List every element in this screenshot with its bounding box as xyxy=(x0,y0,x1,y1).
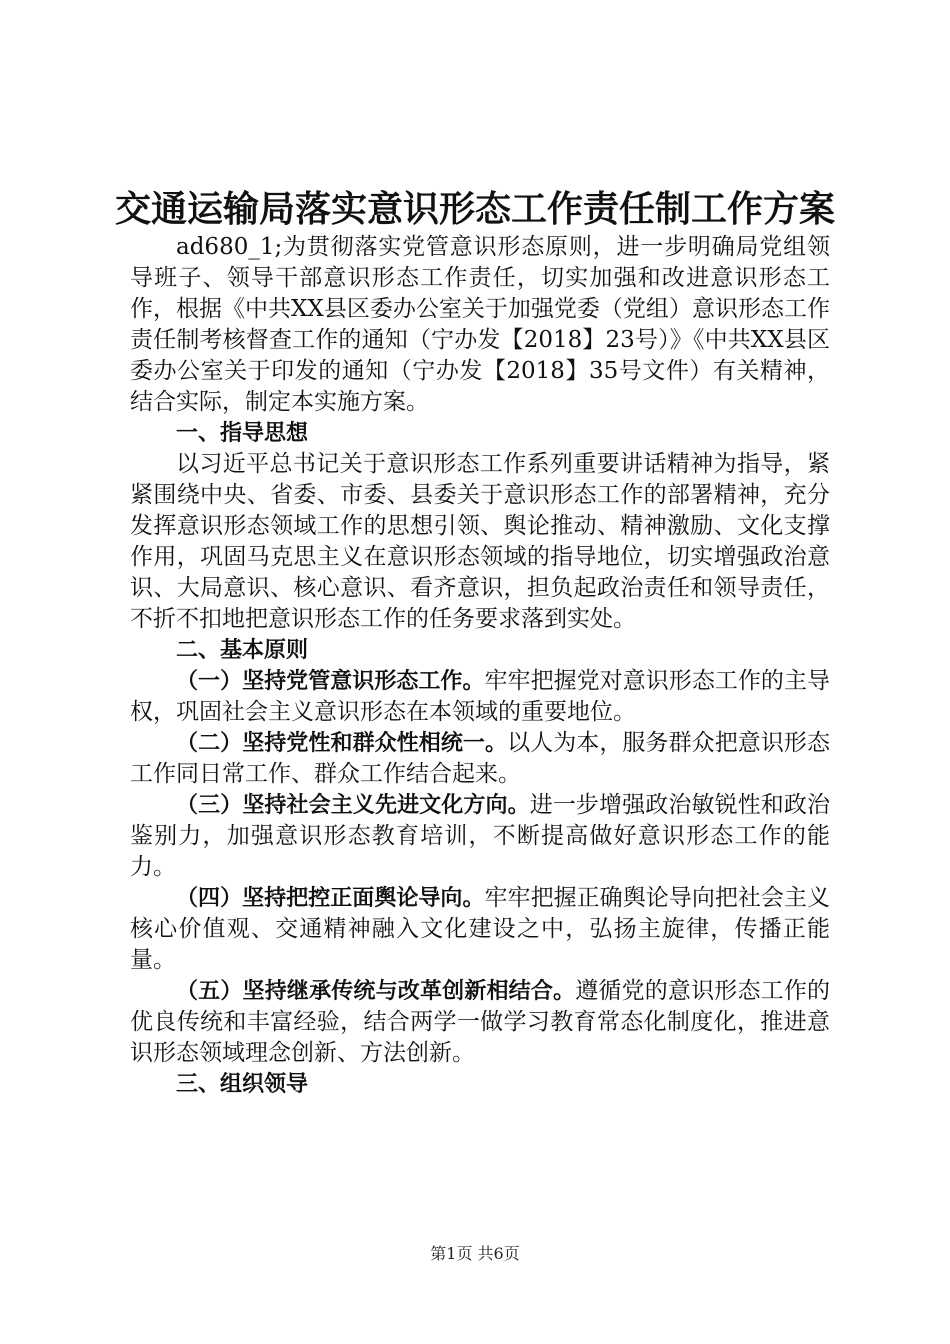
section-heading-organization: 三、组织领导 xyxy=(176,1072,309,1097)
principle-lead-2: （二）坚持党性和群众性相统一。 xyxy=(176,731,508,756)
principle-lead-5: （五）坚持继承传统与改革创新相结合。 xyxy=(176,979,576,1004)
principle-paragraph-4 xyxy=(130,883,830,976)
principle-lead-1: （一）坚持党管意识形态工作。 xyxy=(176,669,485,694)
principle-paragraph-2 xyxy=(130,728,830,790)
document-title: 交通运输局落实意识形态工作责任制工作方案 xyxy=(114,189,835,230)
principle-text-5: 遵循党的意识形态工作的优良传统和丰富经验，结合两学一做学习教育常态化制度化，推进意识形态领域理念创新、方法创新。 xyxy=(130,978,830,1066)
guiding-ideology-paragraph: 以习近平总书记关于意识形态工作系列重要讲话精神为指导，紧紧围绕中央、省委、市委、县委关于意识形态工作的部署精神，充分发挥意识形态领域工作的思想引领、舆论推动、精神激励、文化支撑作用，巩固马克思主义在意识形态领域的指导地位，切实增强政治意识、大局意识、核心意识、看齐意识，担负起政治责任和领导责任，不折不扣地把意识形态工作的任务要求落到实处。 xyxy=(130,451,830,632)
page-number-footer: 第1页 共6页 xyxy=(430,1244,520,1263)
document-body xyxy=(130,232,830,1100)
principle-paragraph-1 xyxy=(130,666,830,728)
principle-text-1: 牢牢把握党对意识形态工作的主导权，巩固社会主义意识形态在本领域的重要地位。 xyxy=(130,668,830,725)
section-heading-basic-principles: 二、基本原则 xyxy=(176,638,309,663)
principle-text-4: 牢牢把握正确舆论导向把社会主义核心价值观、交通精神融入文化建设之中，弘扬主旋律，传播正能量。 xyxy=(130,885,830,973)
principle-text-2: 以人为本，服务群众把意识形态工作同日常工作、群众工作结合起来。 xyxy=(130,730,830,787)
principle-lead-3: （三）坚持社会主义先进文化方向。 xyxy=(176,793,530,818)
principle-paragraph-3 xyxy=(130,790,830,883)
principle-paragraph-5 xyxy=(130,976,830,1069)
section-heading-guiding-ideology: 一、指导思想 xyxy=(176,421,309,446)
principle-text-3: 进一步增强政治敏锐性和政治鉴别力，加强意识形态教育培训，不断提高做好意识形态工作的能力。 xyxy=(130,792,830,880)
intro-paragraph: ad680_1;为贯彻落实党管意识形态原则，进一步明确局党组领导班子、领导干部意识形态工作责任，切实加强和改进意识形态工作，根据《中共XX县区委办公室关于加强党委（党组）意识形态工作责任制考核督查工作的通知（宁办发【2018】23号）》《中共XX县区委办公室关于印发的通知（宁办发【2018】35号文件）有关精神，结合实际，制定本实施方案。 xyxy=(130,234,830,415)
principle-lead-4: （四）坚持把控正面舆论导向。 xyxy=(176,886,485,911)
